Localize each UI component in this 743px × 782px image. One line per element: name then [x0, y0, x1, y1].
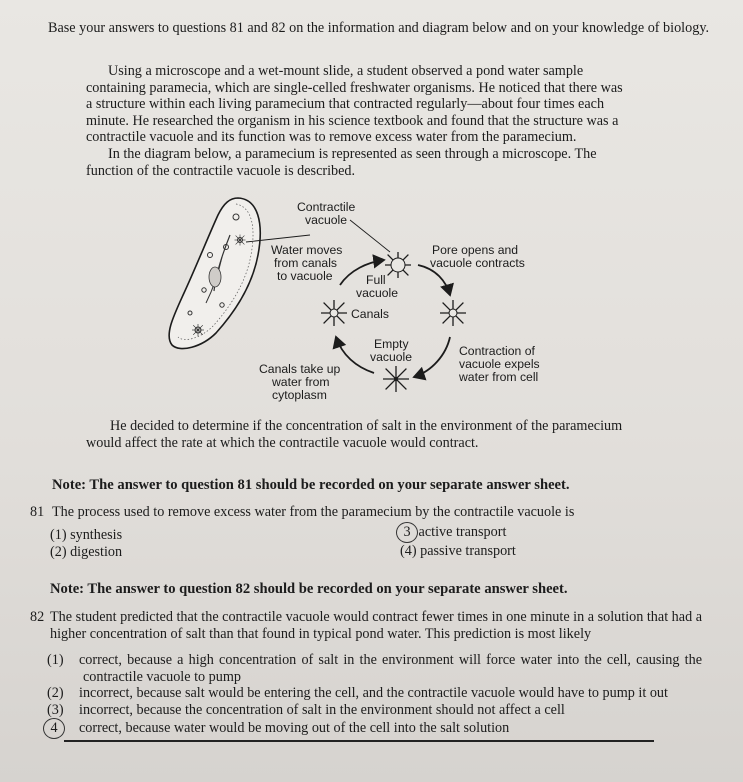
note-82: Note: The answer to question 82 should be recorded on your separate answer sheet. [50, 581, 568, 597]
choice-81-3[interactable] [400, 522, 516, 543]
label-water-moves-1: Water moves [271, 243, 343, 257]
label-contraction-3: water from cell [459, 370, 539, 384]
choice-81-3-text: active transport [418, 524, 507, 540]
label-pore-2: vacuole contracts [430, 256, 525, 270]
contractile-vacuole-diagram [160, 195, 560, 410]
question-82 [30, 609, 710, 642]
label-canals-take-3: cytoplasm [272, 388, 327, 402]
paramecium-drawing [169, 198, 260, 349]
label-contraction-2: vacuole expels [459, 357, 540, 371]
story-paragraph-2: In the diagram below, a paramecium is represented as seen through a microscope. The function of the contractile vacuole is described. [86, 145, 597, 179]
label-canals-take-2: water from [272, 375, 330, 389]
circled-answer-3: 3 [396, 522, 418, 543]
label-vacuole: vacuole [305, 213, 348, 227]
question-82-stem: The student predicted that the contractile vacuole would contract fewer times in one minute in a solution that had a higher concentration of salt than that found in typical pond water. This prediction is most likely [50, 609, 703, 642]
choice-82-2-number: (2) [47, 685, 64, 702]
choice-81-1[interactable]: (1) synthesis [50, 527, 123, 543]
label-full: Full [366, 273, 386, 287]
question-82-number: 82 [30, 609, 45, 625]
choice-82-2[interactable] [47, 685, 702, 702]
choice-82-3-number: (3) [47, 701, 64, 718]
contracting-vacuole-icon [440, 300, 466, 326]
experiment-text: He decided to determine if the concentration of salt in the environment of the paramecium would affect the rate at which the contractile vacuole would contract. [86, 418, 623, 451]
label-canals: Canals [351, 307, 389, 321]
intro-text: Base your answers to questions 81 and 82 on the information and diagram below and on your knowledge of biology. [48, 20, 710, 36]
question-81-number: 81 [30, 504, 45, 520]
question-82-options [47, 652, 702, 739]
canals-vacuole-icon [321, 300, 347, 326]
label-full-vacuole: vacuole [356, 286, 399, 300]
choice-82-1[interactable] [47, 652, 702, 685]
choice-82-4-text: correct, because water would be moving out of the cell into the salt solution [79, 720, 510, 737]
question-81-choices-left [50, 527, 122, 561]
story-text [86, 63, 631, 179]
label-water-moves-3: to vacuole [277, 269, 333, 283]
choice-82-4[interactable] [47, 718, 702, 739]
choice-81-4[interactable] [400, 543, 516, 560]
circled-answer-4: 4 [43, 718, 65, 739]
choice-81-2[interactable]: (2) digestion [50, 544, 123, 560]
question-81-choices-right [400, 522, 516, 560]
choice-81-4-text: passive transport [420, 543, 516, 559]
label-contractile: Contractile [297, 200, 356, 214]
label-empty-vacuole: vacuole [370, 350, 413, 364]
label-canals-take-1: Canals take up [259, 362, 341, 376]
label-pore-1: Pore opens and [432, 243, 519, 257]
handwritten-underline [64, 740, 654, 742]
label-water-moves-2: from canals [274, 256, 337, 270]
choice-82-3[interactable] [47, 702, 702, 719]
choice-82-1-number: (1) [47, 652, 64, 668]
choice-82-2-text: incorrect, because salt would be entering the cell, and the contractile vacuole would have to pump it out [79, 685, 668, 702]
choice-81-4-number: (4) [400, 543, 417, 559]
full-vacuole-icon [385, 252, 411, 278]
question-81 [30, 504, 700, 521]
label-contraction-1: Contraction of [459, 344, 535, 358]
note-81: Note: The answer to question 81 should be recorded on your separate answer sheet. [52, 477, 570, 493]
label-empty: Empty [374, 337, 409, 351]
story-paragraph-1: Using a microscope and a wet-mount slide, a student observed a pond water sample containing paramecia, which are single-celled freshwater organisms. He noticed that there was a structure within each living paramecium that contracted regularly—about four times each minute. He researched the organism in his science textbook and found that the structure was a contractile vacuole and its function was to remove excess water from the paramecium. [86, 63, 623, 146]
choice-82-1-text: correct, because a high concentration of salt in the environment will force water into the cell, causing the contractile vacuole to pump [79, 652, 702, 685]
choice-82-3-text: incorrect, because the concentration of salt in the environment should not affect a cell [79, 701, 565, 718]
empty-vacuole-icon [383, 366, 409, 392]
question-81-stem: The process used to remove excess water from the paramecium by the contractile vacuole is [52, 504, 575, 520]
